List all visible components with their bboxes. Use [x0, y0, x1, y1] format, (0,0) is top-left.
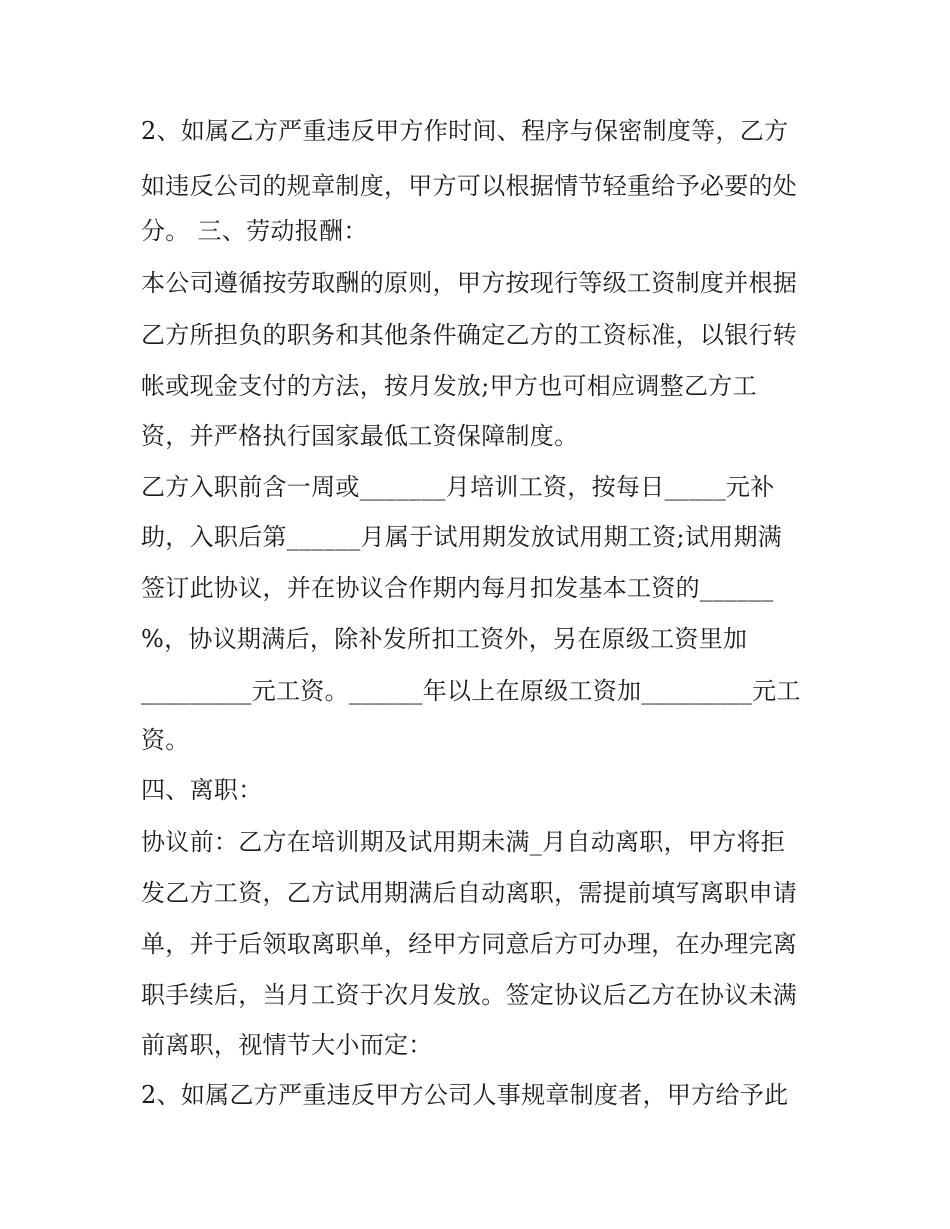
- text-line: 四、离职：: [141, 776, 263, 804]
- text-line: 助，入职后第______月属于试用期发放试用期工资;试用期满: [141, 523, 783, 551]
- text-line: 前离职，视情节大小而定：: [141, 1031, 433, 1059]
- text-line: 分。 三、劳动报酬：: [141, 217, 368, 245]
- text-line: %，协议期满后，除补发所扣工资外，另在原级工资里加: [141, 625, 748, 653]
- text-line: 乙方入职前含一周或_______月培训工资，按每日_____元补: [141, 473, 775, 501]
- text-line: 本公司遵循按劳取酬的原则，甲方按现行等级工资制度并根据: [141, 269, 798, 297]
- text-line: _________元工资。______年以上在原级工资加_________元工: [141, 677, 801, 705]
- text-line: 如违反公司的规章制度，甲方可以根据情节轻重给予必要的处: [141, 172, 798, 200]
- text-line: 职手续后，当月工资于次月发放。签定协议后乙方在协议未满: [141, 981, 798, 1009]
- text-line: 签订此协议，并在协议合作期内每月扣发基本工资的______: [141, 574, 774, 602]
- text-line: 协议前：乙方在培训期及试用期未满_月自动离职，甲方将拒: [141, 828, 786, 856]
- text-line: 资。: [141, 726, 190, 754]
- text-line: 帐或现金支付的方法，按月发放;甲方也可相应调整乙方工: [141, 372, 757, 400]
- text-line: 资，并严格执行国家最低工资保障制度。: [141, 422, 579, 450]
- text-line: 单，并于后领取离职单，经甲方同意后方可办理，在办理完离: [141, 930, 798, 958]
- text-line: 2、如属乙方严重违反甲方公司人事规章制度者，甲方给予此: [141, 1081, 789, 1109]
- text-line: 2、如属乙方严重违反甲方作时间、程序与保密制度等，乙方: [141, 117, 789, 145]
- text-line: 乙方所担负的职务和其他条件确定乙方的工资标准，以银行转: [141, 321, 798, 349]
- text-line: 发乙方工资，乙方试用期满后自动离职，需提前填写离职申请: [141, 879, 798, 907]
